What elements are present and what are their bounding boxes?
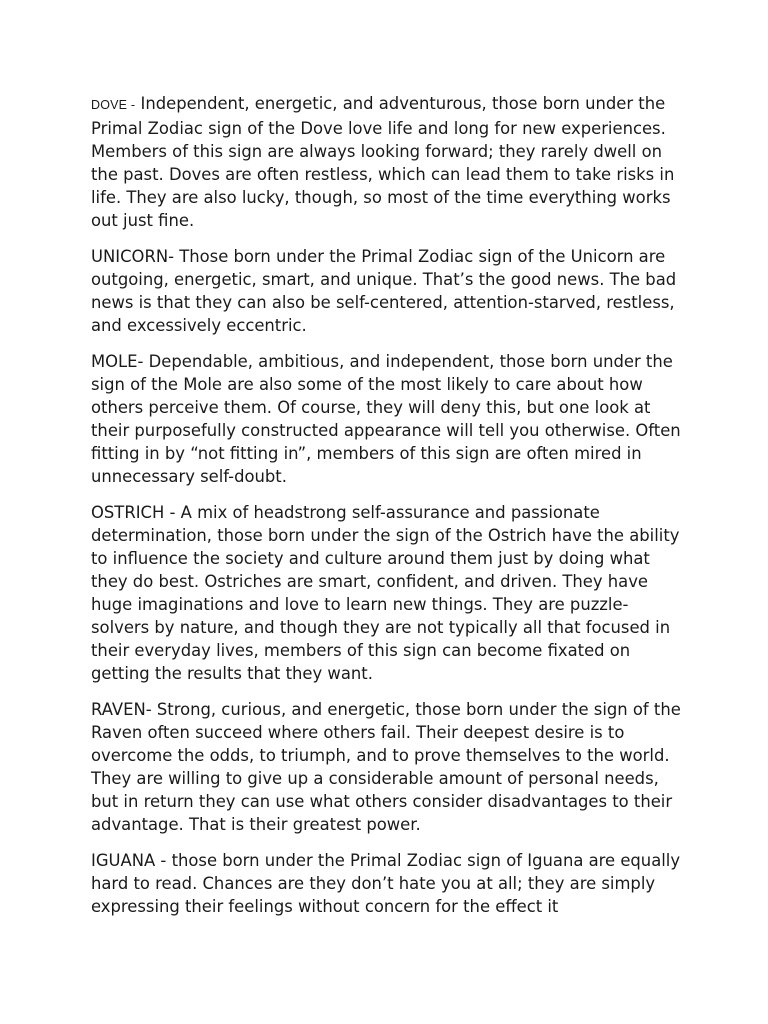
entry-unicorn — [91, 245, 681, 337]
entry-unicorn-text: Those born under the Primal Zodiac sign of the Unicorn are outgoing, energetic, smart, and unique. That’s the good news. The bad news is that they can also be self-centered, attention-starved, restless, and excessively eccentric. — [91, 247, 677, 335]
entry-mole-text: Dependable, ambitious, and independent, those born under the sign of the Mole are also some of the most likely to care about how others perceive them. Of course, they will deny this, but one look at their purposefully constructed appearance will tell you otherwise. Often fitting in by “not fitting in”, members of this sign are often mired in unnecessary self-doubt. — [91, 352, 681, 486]
entry-iguana-name: IGUANA - — [91, 851, 167, 870]
entry-mole — [91, 350, 681, 488]
entry-dove-name: DOVE - — [91, 98, 136, 112]
entry-raven-name: RAVEN- — [91, 700, 152, 719]
entry-raven — [91, 698, 681, 836]
entry-raven-text: Strong, curious, and energetic, those born under the sign of the Raven often succeed where others fail. Their deepest desire is to overcome the odds, to triumph, and to prove themselves to the world. They are willing to give up a considerable amount of personal needs, but in return they can use what others consider disadvantages to their advantage. That is their greatest power. — [91, 700, 681, 834]
document-body — [91, 92, 681, 931]
entry-iguana — [91, 849, 681, 918]
entry-unicorn-name: UNICORN- — [91, 247, 175, 266]
entry-dove-text: Independent, energetic, and adventurous, those born under the Primal Zodiac sign of the Dove love life and long for new experiences. Members of this sign are always looking forward; they rarely dwell on the past. Doves are often restless, which can lead them to take risks in life. They are also lucky, though, so most of the time everything works out just fine. — [91, 94, 675, 230]
entry-ostrich — [91, 501, 681, 685]
entry-iguana-text: those born under the Primal Zodiac sign of Iguana are equally hard to read. Chances are they don’t hate you at all; they are simply expressing their feelings without concern for the effect it — [91, 851, 681, 916]
entry-dove — [91, 92, 681, 232]
entry-ostrich-name: OSTRICH - — [91, 503, 176, 522]
entry-ostrich-text: A mix of headstrong self-assurance and passionate determination, those born under the sign of the Ostrich have the ability to influence the society and culture around them just by doing what they do best. Ostriches are smart, confident, and driven. They have huge imaginations and love to learn new things. They are puzzle-solvers by nature, and though they are not typically all that focused in their everyday lives, members of this sign can become fixated on getting the results that they want. — [91, 503, 680, 683]
entry-mole-name: MOLE- — [91, 352, 144, 371]
